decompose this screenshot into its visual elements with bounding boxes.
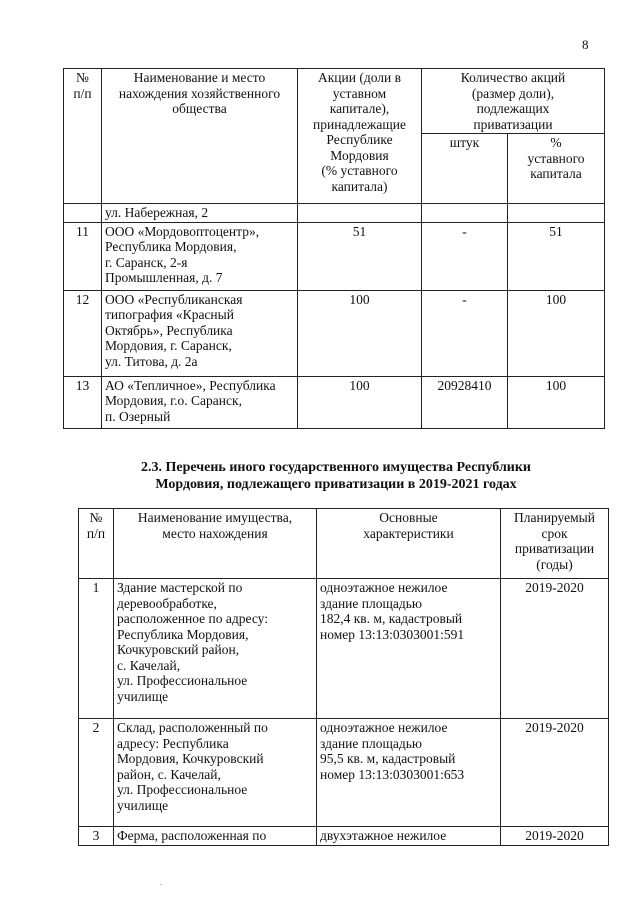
table-row <box>79 719 609 827</box>
table-row <box>64 290 605 376</box>
row-shares <box>298 204 422 223</box>
row-shares: 100 <box>298 376 422 428</box>
row-percent <box>508 204 605 223</box>
row-name: АО «Тепличное», Республика Мордовия, г.о. Саранск, п. Озерный <box>102 376 298 428</box>
page-number: 8 <box>582 37 589 52</box>
row-name: ул. Набережная, 2 <box>102 204 298 223</box>
row-pieces: - <box>422 222 508 290</box>
row-characteristics: одноэтажное нежилое здание площадью 182,4 кв. м, кадастровый номер 13:13:0303001:591 <box>317 579 501 719</box>
row-num: 3 <box>79 827 114 846</box>
row-percent: 100 <box>508 376 605 428</box>
header-property-name: Наименование имущества, место нахождения <box>114 509 317 579</box>
header-company-name: Наименование и место нахождения хозяйственного общества <box>102 69 298 204</box>
row-num: 2 <box>79 719 114 827</box>
header-characteristics: Основные характеристики <box>317 509 501 579</box>
row-num: 12 <box>64 290 102 376</box>
header-num: № п/п <box>79 509 114 579</box>
row-characteristics: двухэтажное нежилое <box>317 827 501 846</box>
row-pieces: - <box>422 290 508 376</box>
table-row <box>64 222 605 290</box>
shares-table <box>63 68 605 429</box>
property-table <box>78 508 609 846</box>
table-row <box>79 827 609 846</box>
row-percent: 51 <box>508 222 605 290</box>
row-name: Здание мастерской по деревообработке, расположенное по адресу: Республика Мордовия, Кочкуровский район, с. Качелай, ул. Профессиональное училище <box>114 579 317 719</box>
header-shares-to-privatize: Количество акций (размер доли), подлежащих приватизации <box>422 69 605 134</box>
row-num: 1 <box>79 579 114 719</box>
row-num: 11 <box>64 222 102 290</box>
row-term: 2019-2020 <box>501 579 609 719</box>
header-term: Планируемый срок приватизации (годы) <box>501 509 609 579</box>
table-row <box>79 579 609 719</box>
header-shares-owned: Акции (доли в уставном капитале), принадлежащие Республике Мордовия (% уставного капитала) <box>298 69 422 204</box>
row-name: ООО «Мордовоптоцентр», Республика Мордовия, г. Саранск, 2-я Промышленная, д. 7 <box>102 222 298 290</box>
row-name: Склад, расположенный по адресу: Республика Мордовия, Кочкуровский район, с. Качелай, ул. Профессиональное училище <box>114 719 317 827</box>
header-num: № п/п <box>64 69 102 204</box>
header-percent: % уставного капитала <box>508 134 605 204</box>
row-name: Ферма, расположенная по <box>114 827 317 846</box>
row-pieces: 20928410 <box>422 376 508 428</box>
scan-mark: . <box>160 878 162 887</box>
table-row <box>64 376 605 428</box>
row-shares: 51 <box>298 222 422 290</box>
section-heading: 2.3. Перечень иного государственного имущества Республики Мордовия, подлежащего приватизации в 2019-2021 годах <box>140 460 532 492</box>
row-num: 13 <box>64 376 102 428</box>
row-pieces <box>422 204 508 223</box>
row-term: 2019-2020 <box>501 719 609 827</box>
row-name: ООО «Республиканская типография «Красный Октябрь», Республика Мордовия, г. Саранск, ул. Титова, д. 2а <box>102 290 298 376</box>
table-row <box>64 204 605 223</box>
row-percent: 100 <box>508 290 605 376</box>
row-num <box>64 204 102 223</box>
row-term: 2019-2020 <box>501 827 609 846</box>
row-shares: 100 <box>298 290 422 376</box>
header-pieces: штук <box>422 134 508 204</box>
row-characteristics: одноэтажное нежилое здание площадью 95,5 кв. м, кадастровый номер 13:13:0303001:653 <box>317 719 501 827</box>
